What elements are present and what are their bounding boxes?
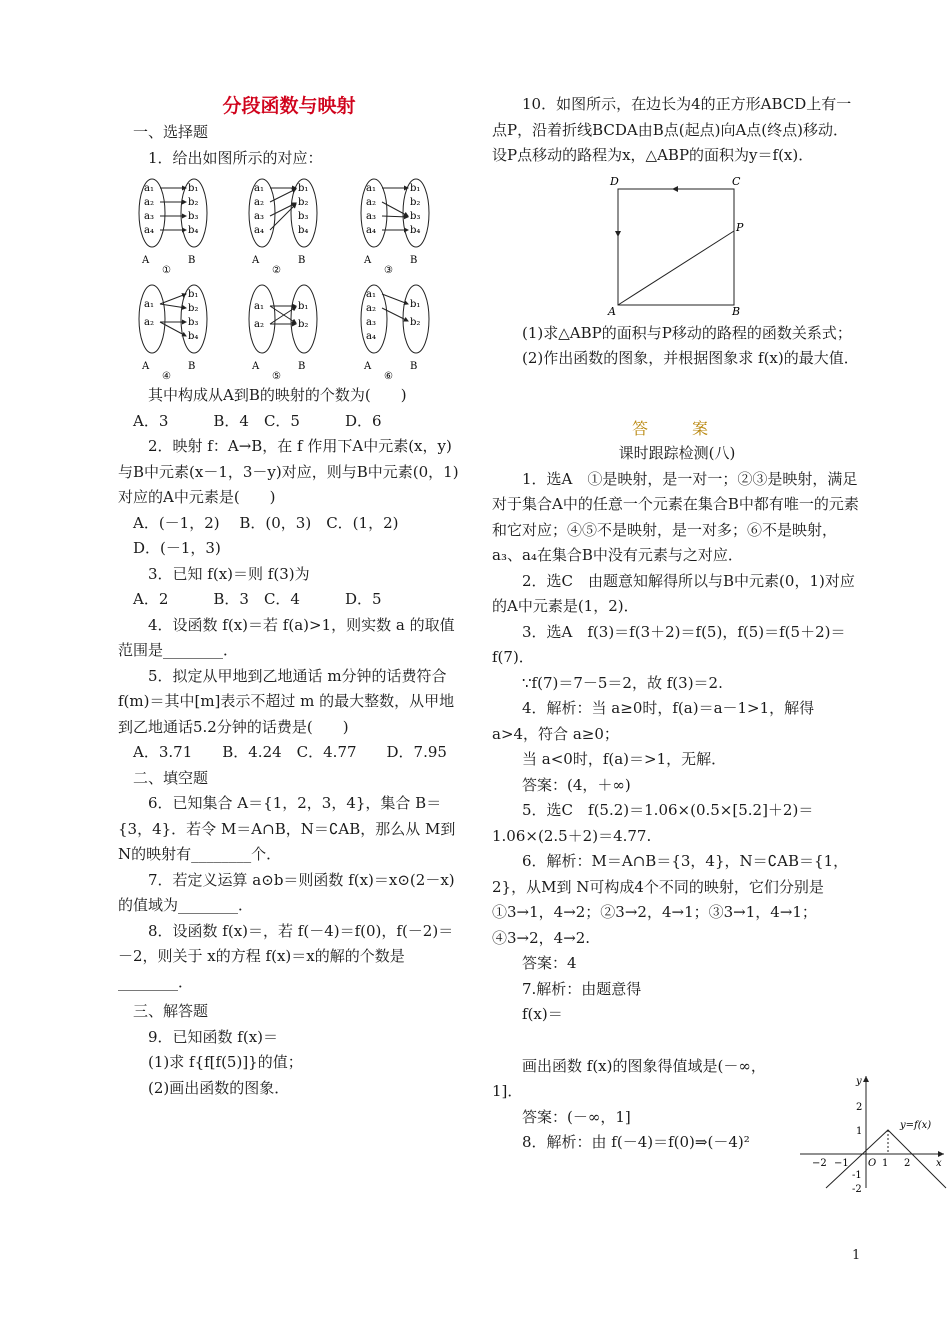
answer-7: 7.解析：由题意得 (522, 979, 642, 998)
svg-text:a₁: a₁ (144, 299, 154, 310)
answer-6: 6．解析：M＝A∩B＝{3，4}，N＝∁AB＝{1，2}，从M到 N可构成4个不同的映射，它们分别是①3→1，4→2；②3→2，4→1；③3→1，4→1；④3→2，4→2. (492, 852, 849, 947)
fig2-num: ② (272, 265, 281, 276)
section-choice: 一、选择题 (133, 123, 209, 141)
figure-2 (249, 179, 317, 276)
figure-4 (139, 285, 207, 382)
question-5: 5．拟定从甲地到乙地通话 m分钟的话费符合f(m)＝其中[m]表示不超过 m 的最大整数，从甲地到乙地通话5.2分钟的话费是( ) (118, 666, 455, 736)
svg-text:B: B (298, 361, 306, 372)
svg-text:a₁: a₁ (254, 183, 264, 194)
fig1-a4: a₄ (144, 225, 154, 236)
svg-text:A: A (364, 361, 372, 372)
page-title: 分段函数与映射 (222, 95, 356, 117)
svg-text:a₁: a₁ (366, 289, 376, 300)
svg-text:b₂: b₂ (188, 303, 199, 314)
svg-text:a₃: a₃ (254, 211, 264, 222)
svg-text:B: B (410, 361, 418, 372)
answer-4b: 当 a<0时，f(a)＝>1，无解． (522, 750, 727, 768)
answer-4: 4．解析：当 a≥0时，f(a)＝a－1>1，解得 a>4，符合 a≥0； (492, 699, 815, 743)
svg-text:a₄: a₄ (366, 225, 376, 236)
graph-tick-y2: 2 (856, 1102, 863, 1113)
fig1-b3: b₃ (188, 211, 199, 222)
question-2: 2．映射 f：A→B，在 f 作用下A中元素(x，y)与B中元素(x－1，3－y)对应，则与B中元素(0，1)对应的A中元素是( ) (118, 437, 459, 506)
graph-tick-y1: 1 (856, 1126, 863, 1137)
fig1-num: ① (162, 265, 171, 276)
left-column (118, 92, 460, 1101)
answer-4c: 答案：(4，＋∞) (522, 775, 631, 794)
graph-origin: O (868, 1158, 877, 1169)
svg-text:b₃: b₃ (188, 317, 199, 328)
svg-text:a₂: a₂ (366, 303, 376, 314)
question-10: 10．如图所示，在边长为4的正方形ABCD上有一点P，沿着折线BCDA由B点(起点)向A点(终点)移动．设P点移动的路程为x，△ABP的面积为y＝f(x)． (492, 95, 852, 164)
svg-text:A: A (252, 255, 260, 266)
svg-text:b₂: b₂ (410, 197, 421, 208)
answer-6b: 答案：4 (522, 954, 577, 972)
answer-2: 2．选C 由题意知解得所以与B中元素(0，1)对应的A中元素是(1，2)． (492, 571, 855, 615)
section-fill: 二、填空题 (133, 768, 209, 787)
svg-text:A: A (252, 361, 260, 372)
svg-text:b₄: b₄ (298, 225, 309, 236)
svg-text:b₁: b₁ (298, 183, 309, 194)
svg-text:a₄: a₄ (366, 331, 376, 342)
svg-text:b₄: b₄ (188, 331, 199, 342)
graph-tick-x1: 1 (882, 1158, 889, 1169)
question-1: 1．给出如图所示的对应： (148, 148, 323, 167)
question-2-options: A．(－1，2) B．(0，3) C．(1，2) D．(－1，3) (133, 513, 434, 557)
fig1-A: A (142, 255, 150, 266)
svg-text:b₂: b₂ (298, 197, 309, 208)
figure-1 (139, 179, 207, 276)
fig1-b4: b₄ (188, 225, 199, 236)
graph-fn-label: y=f(x) (900, 1120, 932, 1131)
svg-text:a₁: a₁ (366, 183, 376, 194)
section-solve: 三、解答题 (133, 1002, 209, 1020)
svg-text:b₁: b₁ (188, 289, 199, 300)
fig5-num: ⑤ (272, 371, 281, 382)
square-figure (602, 174, 744, 318)
svg-text:a₃: a₃ (366, 317, 376, 328)
svg-text:b₃: b₃ (410, 211, 421, 222)
svg-text:b₁: b₁ (410, 183, 421, 194)
answer-3b: ∵f(7)＝7－5＝2，故 f(3)＝2. (522, 673, 723, 692)
fig3-num: ③ (384, 265, 393, 276)
svg-text:B: B (188, 361, 196, 372)
question-9-part-2: (2)画出函数的图象． (148, 1078, 290, 1097)
answer-7-graph (796, 1070, 948, 1195)
answer-title: 答 案 (631, 418, 722, 438)
answer-7d: 答案：(－∞，1] (522, 1107, 631, 1126)
graph-tick-xm1: −1 (834, 1158, 849, 1169)
svg-text:b₁: b₁ (298, 301, 309, 312)
svg-text:b₃: b₃ (298, 211, 309, 222)
answer-subtitle: 课时跟踪检测(八) (618, 444, 736, 462)
svg-text:a₂: a₂ (366, 197, 376, 208)
graph-x-label: x (936, 1158, 942, 1169)
answer-8: 8．解析：由 f(－4)＝f(0)⇒(－4)² (522, 1133, 750, 1151)
question-5-options: A．3.71 B．4.24 C．4.77 D．7.95 (133, 743, 447, 761)
right-column (492, 92, 862, 1156)
fig4-num: ④ (162, 371, 171, 382)
question-7: 7．若定义运算 a⊙b＝则函数 f(x)＝x⊙(2－x)的值域为________． (118, 870, 455, 914)
question-4: 4．设函数 f(x)＝若 f(a)>1，则实数 a 的取值范围是________． (118, 615, 455, 659)
svg-text:A: A (142, 361, 150, 372)
label-C: C (732, 174, 741, 188)
question-1-options: A．3 B．4 C．5 D．6 (133, 411, 382, 430)
question-10-part-2: (2)作出函数的图象，并根据图象求 f(x)的最大值． (522, 349, 859, 367)
graph-tick-x2: 2 (904, 1158, 911, 1169)
fig1-b2: b₂ (188, 197, 199, 208)
fig1-a1: a₁ (144, 183, 154, 194)
fig6-num: ⑥ (384, 371, 393, 382)
svg-text:B: B (410, 255, 418, 266)
label-B: B (732, 304, 741, 318)
svg-text:a₂: a₂ (144, 317, 154, 328)
svg-text:a₁: a₁ (254, 301, 264, 312)
answer-7b: f(x)＝ (522, 1005, 563, 1023)
question-9-part-1: (1)求 f{f[f(5)]}的值； (148, 1053, 303, 1071)
fig1-b1: b₁ (188, 183, 199, 194)
fig1-a3: a₃ (144, 211, 154, 222)
graph-tick-ym1: -1 (852, 1170, 862, 1181)
label-P: P (736, 220, 744, 234)
question-8: 8．设函数 f(x)＝，若 f(－4)＝f(0)，f(－2)＝－2，则关于 x的方程 f(x)＝x的解的个数是________． (118, 921, 454, 991)
question-6: 6．已知集合 A＝{1，2，3，4}，集合 B＝{3，4}．若令 M＝A∩B，N＝∁AB，那么从 M到 N的映射有________个． (118, 794, 456, 863)
mapping-figures (132, 173, 432, 382)
answer-7c: 画出函数 f(x)的图象得值域是(－∞，1]． (492, 1056, 766, 1100)
graph-tick-xm2: −2 (812, 1158, 827, 1169)
label-A: A (608, 304, 616, 318)
svg-text:a₄: a₄ (254, 225, 264, 236)
graph-tick-ym2: -2 (852, 1184, 862, 1195)
svg-text:b₂: b₂ (410, 317, 421, 328)
figure-6 (361, 285, 429, 382)
question-1-stem: 其中构成从A到B的映射的个数为( ) (148, 386, 407, 404)
svg-text:A: A (364, 255, 372, 266)
svg-text:a₃: a₃ (366, 211, 376, 222)
question-9: 9．已知函数 f(x)＝ (148, 1027, 279, 1046)
answer-3: 3．选A f(3)＝f(3＋2)＝f(5)，f(5)＝f(5＋2)＝f(7)． (492, 622, 846, 666)
figure-5 (249, 285, 317, 382)
answer-5: 5．选C f(5.2)＝1.06×(0.5×[5.2]＋2)＝1.06×(2.5＋2)＝4.77. (492, 801, 814, 845)
question-3-options: A．2 B．3 C．4 D．5 (133, 590, 382, 608)
graph-y-label: y (856, 1076, 862, 1087)
question-10-part-1: (1)求△ABP的面积与P移动的路程的函数关系式； (522, 323, 852, 342)
svg-text:b₄: b₄ (410, 225, 421, 236)
svg-text:b₂: b₂ (298, 319, 309, 330)
answer-1: 1．选A ①是映射，是一对一；②③是映射，满足对于集合A中的任意一个元素在集合B中都有唯一的元素和它对应；④⑤不是映射，是一对多；⑥不是映射，a₃、a₄在集合B中没有元素与之对应． (492, 469, 859, 564)
fig1-B: B (188, 255, 196, 266)
label-D: D (610, 174, 619, 188)
fig1-a2: a₂ (144, 197, 154, 208)
svg-text:a₂: a₂ (254, 319, 264, 330)
page-number: 1 (852, 1248, 861, 1263)
svg-text:B: B (298, 255, 306, 266)
svg-text:b₁: b₁ (410, 299, 421, 310)
svg-text:a₂: a₂ (254, 197, 264, 208)
question-3: 3．已知 f(x)＝则 f(3)为 (148, 564, 310, 583)
figure-3 (361, 179, 429, 276)
